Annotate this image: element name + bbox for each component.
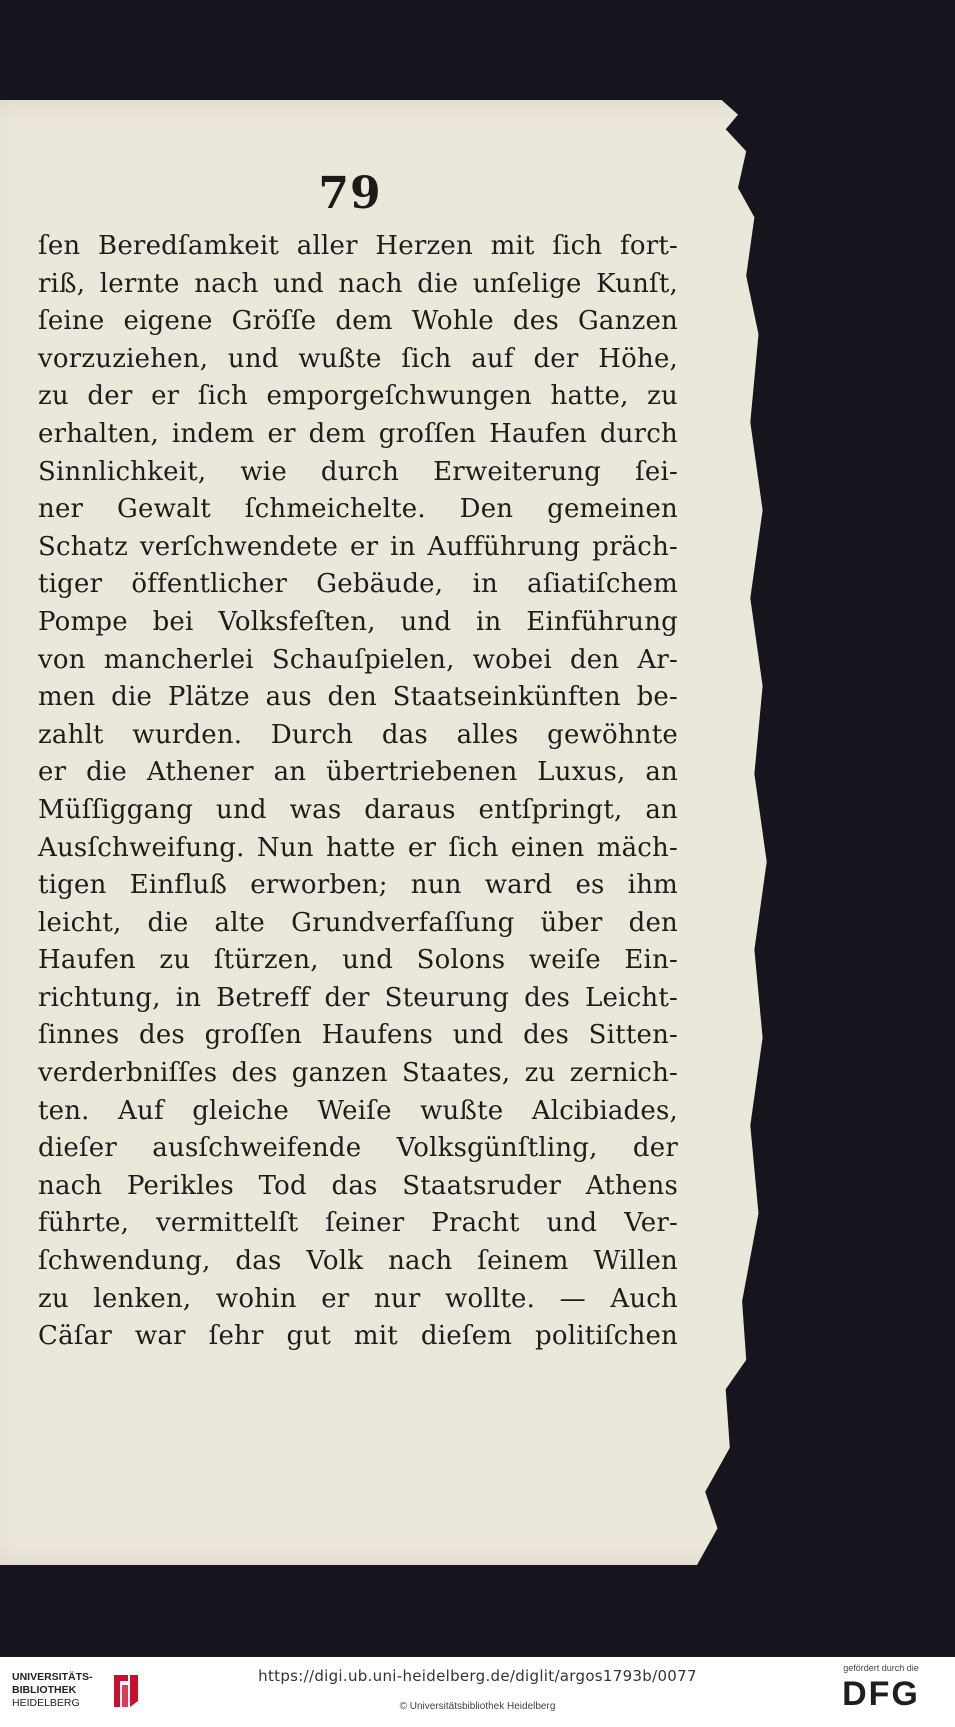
text-line: zu lenken, wohin er nur wollte. — Auch bbox=[38, 1283, 678, 1314]
text-line: Ausſchweifung. Nun hatte er ſich einen mäch- bbox=[38, 832, 678, 863]
dfg-logo: DFG bbox=[842, 1675, 920, 1713]
page-text bbox=[38, 228, 678, 1356]
text-line: zu der er ſich emporgeſchwungen hatte, zu bbox=[38, 381, 678, 412]
text-line: ner Gewalt ſchmeichelte. Den gemeinen bbox=[38, 494, 678, 525]
text-line: leicht, die alte Grundverfaſſung über den bbox=[38, 907, 678, 938]
text-line: zahlt wurden. Durch das alles gewöhnte bbox=[38, 719, 678, 750]
document-url-link[interactable]: https://digi.ub.uni-heidelberg.de/diglit/argos1793b/0077 bbox=[258, 1667, 697, 1685]
library-logo-line-1: UNIVERSITÄTS- bbox=[12, 1671, 93, 1683]
text-line: nach Perikles Tod das Staatsruder Athens bbox=[38, 1170, 678, 1201]
text-line: er die Athener an übertriebenen Luxus, an bbox=[38, 757, 678, 788]
text-line: ſinnes des groſſen Haufens und des Sitten- bbox=[38, 1020, 678, 1051]
text-line: ten. Auf gleiche Weiſe wußte Alcibiades, bbox=[38, 1095, 678, 1126]
text-line: verderbniſſes des ganzen Staates, zu zernich- bbox=[38, 1058, 678, 1089]
funder-note: gefördert durch die bbox=[843, 1663, 919, 1673]
text-line: tiger öffentlicher Gebäude, in aſiatiſchem bbox=[38, 569, 678, 600]
copyright-text: © Universitätsbibliothek Heidelberg bbox=[399, 1701, 556, 1712]
text-line: ſchwendung, das Volk nach ſeinem Willen bbox=[38, 1246, 678, 1277]
text-line: vorzuziehen, und wußte ſich auf der Höhe, bbox=[38, 343, 678, 374]
text-line: Sinnlichkeit, wie durch Erweiterung ſei- bbox=[38, 456, 678, 487]
dfg-funder[interactable] bbox=[821, 1663, 941, 1723]
text-line: men die Plätze aus den Staatseinkünften be- bbox=[38, 682, 678, 713]
text-line: ſen Beredſamkeit aller Herzen mit ſich fort- bbox=[38, 231, 678, 261]
library-logo-line-2: BIBLIOTHEK bbox=[12, 1684, 77, 1696]
text-line: Cäſar war ſehr gut mit dieſem politiſchen bbox=[38, 1321, 678, 1352]
text-line: von mancherlei Schauſpielen, wobei den Ar- bbox=[38, 644, 678, 675]
text-line: Schatz verſchwendete er in Aufführung präch- bbox=[38, 531, 678, 562]
text-line: führte, vermittelſt ſeiner Pracht und Ver- bbox=[38, 1208, 678, 1239]
text-line: Haufen zu ſtürzen, und Solons weiſe Ein- bbox=[38, 945, 678, 976]
text-line: dieſer ausſchweifende Volksgünſtling, der bbox=[38, 1133, 678, 1164]
text-line: erhalten, indem er dem groſſen Haufen durch bbox=[38, 418, 678, 449]
text-line: ſeine eigene Gröſſe dem Wohle des Ganzen bbox=[38, 306, 678, 337]
text-line: riß, lernte nach und nach die unſelige Kunſt, bbox=[38, 268, 678, 299]
viewer-footer bbox=[0, 1657, 955, 1727]
text-line: Pompe bei Volksfeſten, und in Einführung bbox=[38, 606, 678, 637]
text-line: Müſſiggang und was daraus entſpringt, an bbox=[38, 794, 678, 825]
page-number: 79 bbox=[318, 168, 382, 219]
library-logo-line-3: HEIDELBERG bbox=[12, 1697, 80, 1709]
text-line: richtung, in Betreff der Steurung des Leicht- bbox=[38, 982, 678, 1013]
text-line: tigen Einfluß erworben; nun ward es ihm bbox=[38, 870, 678, 901]
